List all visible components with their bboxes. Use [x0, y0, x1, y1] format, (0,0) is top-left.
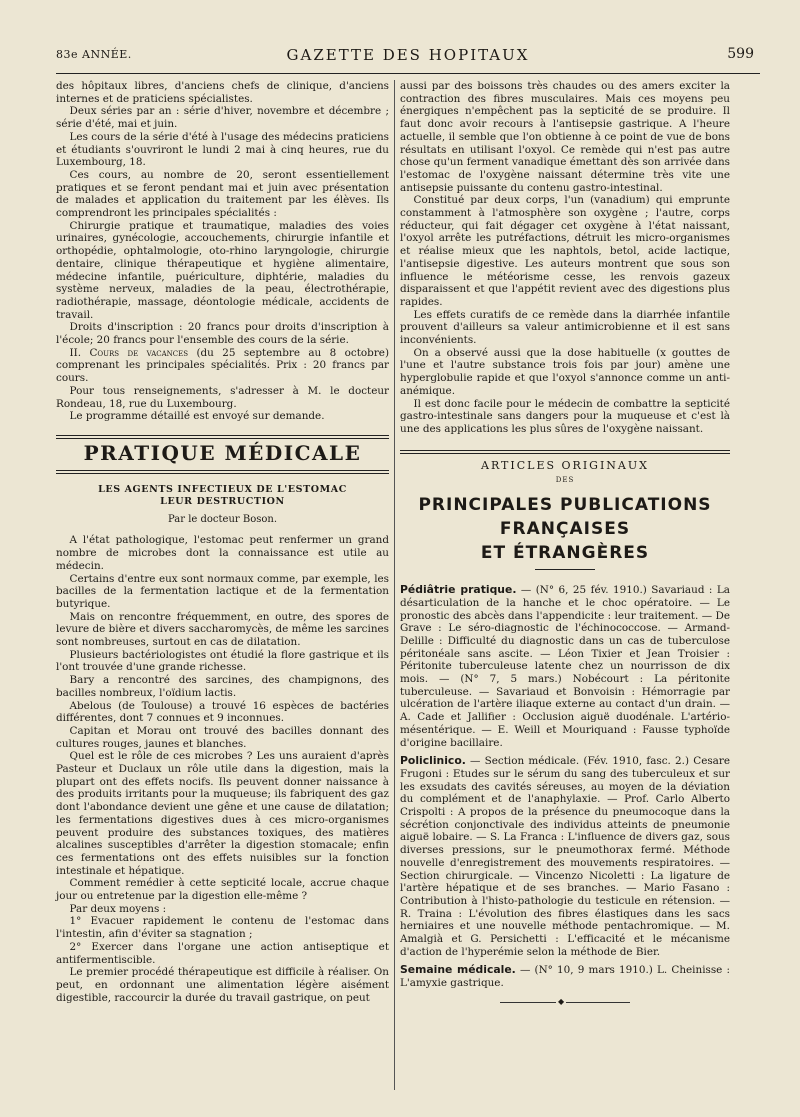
publications-title-line: ET ÉTRANGÈRES: [480, 543, 650, 564]
paragraph: Mais on rencontre fréquemment, en outre, des spores de levure de bière et divers saccharomycès, de même les sarcines sont nombreuses, surtout en cas de dilatation.: [56, 610, 389, 649]
paragraph: 2° Exercer dans l'organe une action antiseptique et antifermentiscible.: [56, 940, 389, 966]
paragraph: Chirurgie pratique et traumatique, maladies des voies urinaires, gynécologie, accouchements, chirurgie infantile et orthopédie, ophtalmologie, oto-rhino laryngologie, chirurgie dentaire, clinique thérapeutique et hygiène alimentaire, médecine infantile, puériculture, diphtérie, maladies du système nerveux, maladies de la peau, électrothérapie, radiothérapie, massage, déontologie médicale, accidents de travail.: [56, 219, 389, 321]
paragraph: Les effets curatifs de ce remède dans la diarrhée infantile prouvent d'ailleurs sa valeur antimicrobienne et il est sans inconvénients.: [400, 308, 730, 347]
page-header: [56, 46, 760, 68]
section-rule: [56, 435, 389, 439]
review-entry: [400, 964, 730, 989]
paragraph: Comment remédier à cette septicité locale, accrue chaque jour ou entretenue par la digestion elle-même ?: [56, 877, 389, 903]
section-rule: [400, 450, 730, 454]
paragraph: Bary a rencontré des sarcines, des champignons, des bacilles nombreux, l'oïdium lactis.: [56, 674, 389, 699]
paragraph: On a observé aussi que la dose habituelle (x gouttes de l'une et l'autre substance trois fois par jour) amène une hyperglobulie rapide et que l'oxyol s'annonce comme un anti-anémique.: [400, 346, 730, 397]
paragraph: aussi par des boissons très chaudes ou des amers exciter la contraction des fibres musculaires. Mais ces moyens peu énergiques n'empêchent pas la septicité de se produire. Il faut donc avoir recours à l'antisepsie gastrique. A l'heure actuelle, il semble que l'on obtienne à ce point de vue de bons résultats en utilisant l'oxyol. Ce remède qui n'est pas autre chose qu'un ferment vanadique émettant dès son arrivée dans l'estomac de l'oxygène naissant détermine très vite une antisepsie puissante du contenu gastro-intestinal.: [400, 80, 730, 194]
vacation-courses-label: Cours de vacances: [89, 346, 189, 359]
publications-title-line: PRINCIPALES PUBLICATIONS FRANÇAISES: [418, 495, 712, 540]
column-heading-connector: DES: [555, 476, 575, 485]
paragraph: Deux séries par an : série d'hiver, novembre et décembre ; série d'été, mai et juin.: [56, 105, 389, 131]
year-label: 83e ANNÉE.: [56, 48, 132, 61]
entry-text: — (N° 10, 9 mars 1910.) L. Cheinisse : L'amyxie gastrique.: [400, 964, 731, 990]
paragraph: Plusieurs bactériologistes ont étudié la flore gastrique et ils l'ont trouvée d'une grande richesse.: [56, 648, 389, 674]
paragraph: Droits d'inscription : 20 francs pour droits d'inscription à l'école; 20 francs pour l'ensemble des cours de la série.: [56, 321, 389, 347]
right-column: [400, 80, 730, 1003]
paragraph: Quel est le rôle de ces microbes ? Les uns auraient d'après Pasteur et Duclaux un rôle utile dans la digestion, mais la plupart ont des effets nocifs. Ils peuvent donner naissance à des produits irritants pour la muqueuse; ils fabriquent des gaz dont l'abondance devient une gêne et une cause de dilatation; les fermentations digestives dues à ces micro-organismes peuvent produire des substances toxiques, des matières alcalines susceptibles d'arrêter la digestion stomacale; enfin ces fermentations ont des effets nuisibles sur la fonction intestinale et hépatique.: [56, 750, 389, 877]
entry-text: — (N° 6, 25 fév. 1910.) Savariaud : La désarticulation de la hanche et le choc opératoire. — Le pronostic des abcès dans l'appendicite : leur traitement. — De Grave : Le séro-diagnostic de l'échinococcose. — Armand-Delille : Difficulté du diagnostic dans un cas de tuberculose péritonéale sans ascite. — Léon Tixier et Jean Troisier : Péritonite tuberculeuse latente chez un nourrisson de dix mois. — (N° 7, 5 mars.) Nobécourt : La péritonite tuberculeuse. — Savariaud et Bonvoisin : Hémorragie par ulcération de l'artère iliaque externe au contact d'un drain. — A. Cade et Jallifier : Occlusion aiguë duodénale. L'artério-mésentérique. — E. Weill et Mouriquand : Fausse typhoïde d'origine bacillaire.: [400, 584, 730, 749]
paragraph: A l'état pathologique, l'estomac peut renfermer un grand nombre de microbes dont la connaissance est utile au médecin.: [56, 534, 389, 572]
paragraph: 1° Evacuer rapidement le contenu de l'estomac dans l'intestin, afin d'éviter sa stagnation ;: [56, 915, 389, 941]
review-entry: [400, 755, 730, 958]
article-author: Par le docteur Boson.: [168, 513, 277, 525]
entry-text: — Section médicale. (Fév. 1910, fasc. 2.) Cesare Frugoni : Etudes sur le sérum du sang des tuberculeux et sur les exsudats des cavités séreuses, au moyen de la déviation du complément et de l'anaphylaxie. — Prof. Carlo Alberto Crispolti : A propos de la présence du pneumocoque dans la sécrétion conjonctivale des individus atteints de pneumonie aiguë lobaire. — S. La Franca : L'influence de divers gaz, sous diverses pressions, sur le pneumothorax fermé. Méthode nouvelle d'enregistrement des mouvements respiratoires. — Section chirurgicale. — Vincenzo Nicoletti : La ligature de l'artère hépatique et de ses branches. — Mario Fasano : Contribution à l'histo-pathologie du testicule en rétension. — R. Traina : L'évolution des fibres élastiques dans les sacs herniaires et une nouvelle méthode pentachromique. — M. Amalgià et G. Persichetti : L'efficacité et le mécanisme d'action de l'hyperémie selon la méthode de Bier.: [400, 755, 730, 958]
review-entry: [400, 584, 730, 749]
header-rule: [56, 73, 760, 74]
paragraph: Par deux moyens :: [69, 902, 167, 915]
section-title: PRATIQUE MÉDICALE: [83, 440, 362, 465]
paragraph: Certains d'entre eux sont normaux comme, par exemple, les bacilles de la fermentation lactique et de la fermentation butyrique.: [56, 572, 389, 610]
closing-ornament: [500, 1002, 630, 1003]
entry-rubric: Semaine médicale.: [400, 963, 516, 977]
vacation-courses-text: (du 25 septembre au 8 octobre) comprenant les principales spécialités. Prix : 20 francs par cours.: [56, 346, 389, 385]
paragraph: Abelous (de Toulouse) a trouvé 16 espèces de bactéries différentes, dont 7 connues et 9 inconnues.: [56, 699, 389, 725]
publications-title: [400, 493, 730, 565]
article-title: [56, 484, 389, 508]
column-heading: ARTICLES ORIGINAUX: [481, 458, 649, 472]
paragraph: des hôpitaux libres, d'anciens chefs de clinique, d'anciens internes et de praticiens spécialistes.: [56, 80, 389, 105]
roman-numeral: II.: [69, 346, 90, 359]
entry-rubric: Policlinico.: [400, 754, 466, 768]
article-title-line: LES AGENTS INFECTIEUX DE L'ESTOMAC: [98, 483, 347, 495]
title-rule: [535, 569, 595, 570]
left-column: [56, 80, 389, 1004]
paragraph: Constitué par deux corps, l'un (vanadium) qui emprunte constamment à l'atmosphère son oxygène ; l'autre, corps réducteur, qui fait dégager cet oxygène à l'état naissant, l'oxyol arrête les putréfactions, détruit les micro-organismes et réalise mieux que les naphtols, betol, acide lactique, l'antisepsie digestive. Les auteurs montrent que sous son influence le météorisme cesse, les renvois gazeux disparaissent et que l'appétit revient avec des digestions plus rapides.: [400, 194, 730, 308]
column-separator: [394, 80, 395, 1090]
paragraph: Capitan et Morau ont trouvé des bacilles donnant des cultures rouges, jaunes et blanches.: [56, 724, 389, 750]
paragraph: Il est donc facile pour le médecin de combattre la septicité gastro-intestinale sans dangers pour la muqueuse et c'est là une des applications les plus sûres de l'oxygène naissant.: [400, 397, 730, 435]
entry-rubric: Pédiâtrie pratique.: [400, 583, 517, 597]
section-rule: [56, 470, 389, 474]
article-title-line: LEUR DESTRUCTION: [160, 495, 285, 507]
paragraph: Le programme détaillé est envoyé sur demande.: [69, 410, 325, 423]
paragraph: Ces cours, au nombre de 20, seront essentiellement pratiques et se feront pendant mai et juin avec présentation de malades et application du traitement par les élèves. Ils comprendront les principales spécialités :: [56, 168, 389, 220]
journal-title: GAZETTE DES HOPITAUX: [286, 46, 530, 64]
paragraph: Le premier procédé thérapeutique est difficile à réaliser. On peut, en ordonnant une alimentation légère aisément digestible, raccourcir la durée du travail gastrique, on peut: [56, 966, 389, 1004]
page-number: 599: [727, 46, 754, 62]
paragraph: [56, 347, 389, 385]
paragraph: Les cours de la série d'été à l'usage des médecins praticiens et étudiants s'ouvriront le lundi 2 mai à cinq heures, rue du Luxembourg, 18.: [56, 130, 389, 169]
paragraph: Pour tous renseignements, s'adresser à M. le docteur Rondeau, 18, rue du Luxembourg.: [56, 384, 389, 410]
